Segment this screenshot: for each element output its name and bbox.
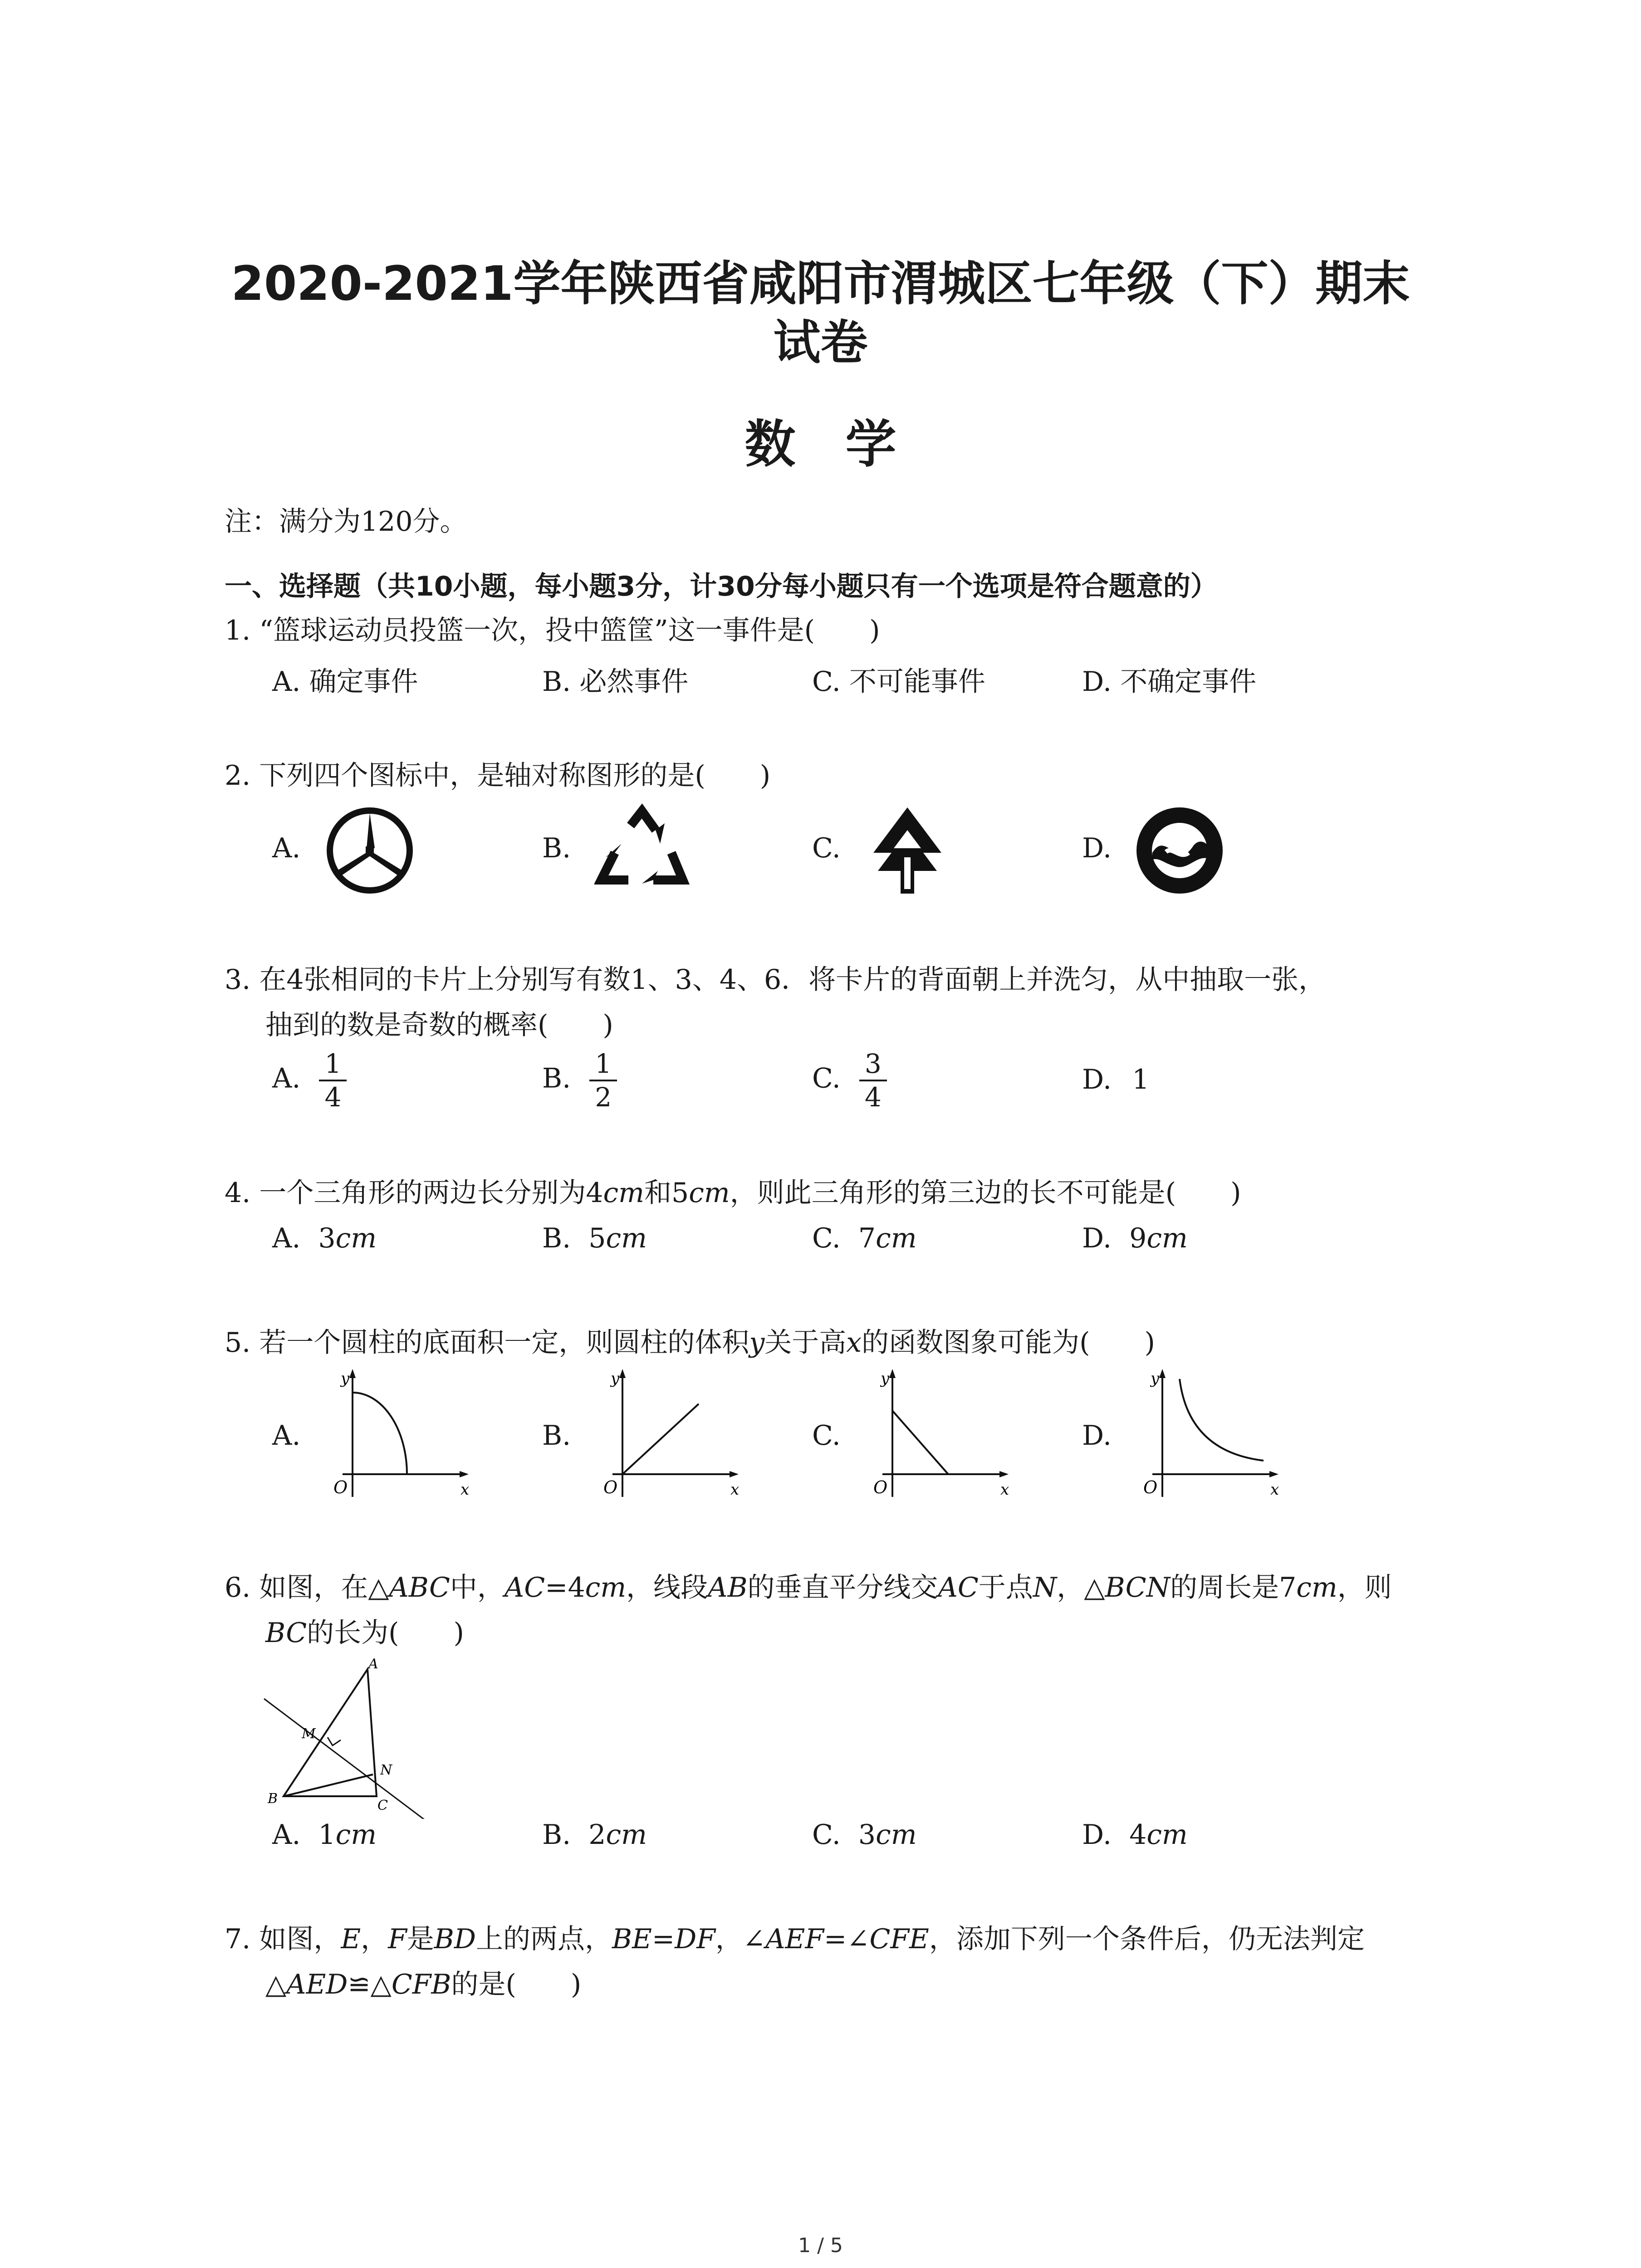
q6-text-d: ，线段 (626, 1572, 708, 1603)
q7-text-a: 7. 如图， (225, 1923, 341, 1955)
q4-unit-d: cm (1146, 1222, 1188, 1254)
q4-unit-2: cm (689, 1177, 730, 1209)
q6-bc: BC (265, 1617, 307, 1649)
q7-bd: BD (434, 1923, 476, 1955)
q3-d-value: 1 (1132, 1064, 1150, 1095)
page-number: 1 / 5 (798, 2234, 843, 2257)
q5-label-b: B. (542, 1420, 571, 1452)
q7-cfe: CFE (869, 1923, 929, 1955)
q2-label-b: B. (542, 832, 571, 864)
q6-label-c: C. (812, 1819, 841, 1851)
q4-value-b: 5 (588, 1222, 606, 1254)
q5-c-origin: O (873, 1477, 888, 1497)
q7-text-f: ，添加下列一个条件后，仍无法判定 (929, 1923, 1365, 1955)
q6-bcn: BCN (1105, 1572, 1171, 1603)
q3-label-d: D. (1082, 1064, 1112, 1095)
q3-fraction-a (319, 1048, 347, 1113)
q3-b-denominator: 2 (595, 1082, 612, 1113)
q4-option-a (272, 1222, 377, 1254)
q6-cm-1: cm (585, 1572, 627, 1603)
q6-cm-2: cm (1296, 1572, 1337, 1603)
q3-label-b: B. (542, 1062, 571, 1095)
q4-option-c (812, 1222, 917, 1254)
q6-value-d: 4 (1129, 1819, 1147, 1851)
q5-graph-c (864, 1365, 1014, 1506)
question-1: 1. “篮球运动员投篮一次，投中篮筐”这一事件是( ) (225, 615, 880, 646)
q5-a-x-label: x (460, 1481, 470, 1499)
q6-text-a: 6. 如图，在△ (225, 1572, 389, 1603)
q5-c-y-label: y (881, 1369, 890, 1388)
q5-text-c: 的函数图象可能为( ) (862, 1327, 1155, 1359)
question-6-line1 (225, 1569, 1392, 1606)
question-5 (225, 1325, 1155, 1361)
wave-circle-icon (1134, 803, 1225, 898)
subject-title: 数学 (745, 415, 946, 474)
q4-text-c: ，则此三角形的第三边的长不可能是( ) (730, 1177, 1241, 1209)
q6-fig-label-a: A (368, 1656, 378, 1672)
q6-abc: ABC (389, 1572, 450, 1603)
q7-text-c: 上的两点， (475, 1923, 612, 1955)
q1-option-a: A. 确定事件 (272, 666, 418, 698)
q3-option-c (812, 1048, 887, 1113)
q7-e: E (341, 1923, 361, 1955)
q5-text-b: 关于高 (764, 1327, 847, 1359)
q7-text-b: 是 (407, 1923, 434, 1955)
q4-label-a: A. (272, 1222, 301, 1254)
q7-df: DF (675, 1923, 715, 1955)
q5-graph-d (1134, 1365, 1284, 1506)
question-3-line1: 3. 在4张相同的卡片上分别写有数1、3、4、6．将卡片的背面朝上并洗匀，从中抽取一张， (225, 964, 1326, 996)
question-7-line2 (265, 1966, 581, 2003)
three-pointed-star-icon (322, 803, 417, 898)
q6-label-b: B. (542, 1819, 571, 1851)
q3-a-numerator: 1 (319, 1048, 347, 1081)
question-2: 2. 下列四个图标中，是轴对称图形的是( ) (225, 760, 771, 792)
q7-sep: ， (361, 1923, 388, 1955)
q6-value-c: 3 (858, 1819, 876, 1851)
q5-graph-a (324, 1365, 474, 1506)
q7-be: BE (612, 1923, 652, 1955)
tree-arrow-icon (869, 803, 946, 898)
recycle-triangle-icon (594, 803, 690, 898)
q6-unit-a: cm (335, 1819, 377, 1851)
q3-label-c: C. (812, 1062, 841, 1095)
q6-unit-d: cm (1146, 1819, 1188, 1851)
q4-unit-1: cm (603, 1177, 644, 1209)
section-heading: 一、选择题（共10小题，每小题3分，计30分每小题只有一个选项是符合题意的） (225, 571, 1218, 602)
q3-option-b (542, 1048, 617, 1113)
q6-unit-b: cm (606, 1819, 647, 1851)
q6-fig-label-c: C (377, 1798, 388, 1813)
question-6-line2 (265, 1615, 464, 1651)
q6-label-d: D. (1082, 1819, 1112, 1851)
q4-option-b (542, 1222, 647, 1254)
q5-graph-b (594, 1365, 744, 1506)
q6-text-g: ，△ (1057, 1572, 1105, 1603)
q1-option-c: C. 不可能事件 (812, 666, 985, 698)
q4-unit-b: cm (606, 1222, 647, 1254)
q7-aed: AED (286, 1969, 348, 2000)
q4-value-a: 3 (318, 1222, 336, 1254)
q7-cong: ≌△ (348, 1969, 392, 2000)
q4-value-c: 7 (858, 1222, 876, 1254)
q4-label-c: C. (812, 1222, 841, 1254)
q7-text-d: ，∠ (715, 1923, 766, 1955)
q6-option-d (1082, 1819, 1188, 1851)
q6-fig-label-n: N (380, 1762, 392, 1778)
q3-fraction-b (589, 1048, 617, 1113)
q6-n: N (1033, 1572, 1057, 1603)
q5-d-y-label: y (1151, 1369, 1160, 1388)
q7-text-l2: 的是( ) (451, 1969, 582, 2000)
q4-value-d: 9 (1129, 1222, 1147, 1254)
exam-title-line2: 试卷 (773, 315, 868, 370)
q6-label-a: A. (272, 1819, 301, 1851)
q1-option-d: D. 不确定事件 (1082, 666, 1257, 698)
q3-label-a: A. (272, 1062, 301, 1095)
q5-label-a: A. (272, 1420, 301, 1452)
q5-var-x: x (846, 1327, 862, 1359)
question-4 (225, 1175, 1241, 1211)
q5-b-y-label: y (611, 1369, 620, 1388)
q7-cfb: CFB (391, 1969, 451, 2000)
q5-text-a: 5. 若一个圆柱的底面积一定，则圆柱的体积 (225, 1327, 749, 1359)
q5-a-origin: O (333, 1477, 348, 1497)
q6-text-e: 的垂直平分线交 (747, 1572, 938, 1603)
q6-text-f: 于点 (978, 1572, 1033, 1603)
q3-b-numerator: 1 (589, 1048, 617, 1081)
q5-b-x-label: x (730, 1481, 740, 1499)
q4-label-d: D. (1082, 1222, 1112, 1254)
q7-tri: △ (265, 1969, 287, 2000)
q6-triangle-figure (259, 1656, 449, 1819)
q6-text-c: =4 (545, 1572, 585, 1603)
q5-a-y-label: y (341, 1369, 350, 1388)
q6-ac-2: AC (938, 1572, 979, 1603)
q3-a-denominator: 4 (324, 1082, 342, 1113)
q3-c-denominator: 4 (864, 1082, 882, 1113)
q4-unit-a: cm (335, 1222, 377, 1254)
q7-eq: = (652, 1923, 675, 1955)
q7-f: F (388, 1923, 407, 1955)
q6-fig-label-m: M (302, 1726, 316, 1742)
question-3-line2: 抽到的数是奇数的概率( ) (265, 1009, 613, 1041)
q6-text-b: 中， (450, 1572, 505, 1603)
q5-c-x-label: x (1000, 1481, 1009, 1499)
score-note: 注：满分为120分。 (225, 506, 467, 538)
q5-d-x-label: x (1270, 1481, 1279, 1499)
q5-label-c: C. (812, 1420, 841, 1452)
q6-fig-label-b: B (268, 1791, 278, 1807)
q6-text-l2: 的长为( ) (307, 1617, 464, 1649)
q6-ab: AB (708, 1572, 748, 1603)
q7-aef: AEF (765, 1923, 824, 1955)
q4-unit-c: cm (876, 1222, 917, 1254)
q1-option-b: B. 必然事件 (542, 666, 689, 698)
q4-label-b: B. (542, 1222, 571, 1254)
q6-text-h: 的周长是7 (1170, 1572, 1297, 1603)
q7-text-e: =∠ (823, 1923, 870, 1955)
q4-text-a: 4. 一个三角形的两边长分别为4 (225, 1177, 603, 1209)
q5-var-y: y (749, 1327, 765, 1359)
exam-title-line1: 2020-2021学年陕西省咸阳市渭城区七年级（下）期末 (231, 256, 1410, 311)
q4-text-b: 和5 (644, 1177, 689, 1209)
q6-value-a: 1 (318, 1819, 336, 1851)
q6-text-i: ，则 (1337, 1572, 1392, 1603)
q2-label-a: A. (272, 832, 301, 864)
q3-fraction-c (859, 1048, 887, 1113)
q4-option-d (1082, 1222, 1188, 1254)
q5-d-origin: O (1143, 1477, 1158, 1497)
q3-c-numerator: 3 (859, 1048, 887, 1081)
q6-option-a (272, 1819, 377, 1851)
q6-option-b (542, 1819, 647, 1851)
q6-ac-1: AC (504, 1572, 545, 1603)
q5-b-origin: O (603, 1477, 618, 1497)
q6-value-b: 2 (588, 1819, 606, 1851)
q2-label-d: D. (1082, 832, 1112, 864)
q6-unit-c: cm (876, 1819, 917, 1851)
q2-label-c: C. (812, 832, 841, 864)
q6-option-c (812, 1819, 917, 1851)
q3-option-a (272, 1048, 347, 1113)
q3-option-d (1082, 1064, 1149, 1095)
q5-label-d: D. (1082, 1420, 1112, 1452)
question-7-line1 (225, 1921, 1365, 1957)
